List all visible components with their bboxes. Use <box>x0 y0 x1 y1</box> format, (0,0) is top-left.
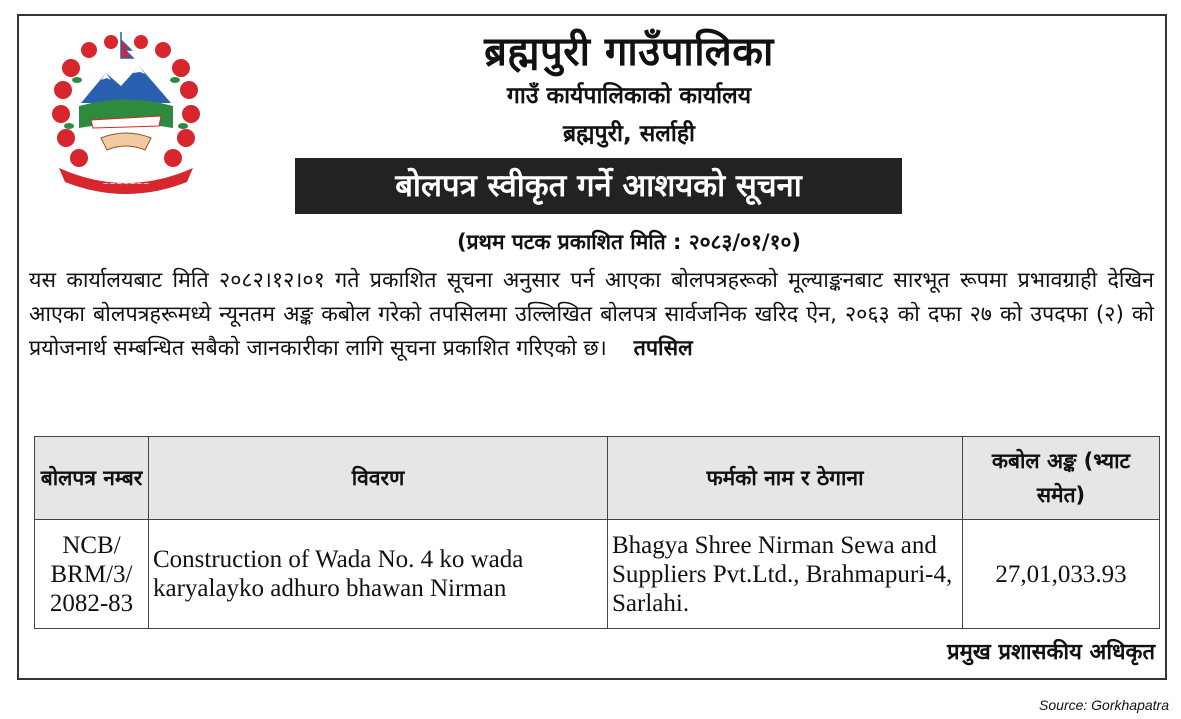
table-row <box>35 520 1160 629</box>
col-header-firm: फर्मको नाम र ठेगाना <box>608 437 963 520</box>
signer-title: प्रमुख प्रशासकीय अधिकृत <box>947 640 1155 665</box>
publish-date: (प्रथम पटक प्रकाशित मिति : २०८३/०१/१०) <box>456 230 802 254</box>
bid-no-cell: NCB/ BRM/3/ 2082-83 <box>35 520 149 629</box>
nepal-emblem-icon <box>41 28 211 198</box>
svg-text:~~~~~~~: ~~~~~~~ <box>102 179 150 188</box>
description-cell: Construction of Wada No. 4 ko wada karyalayko adhuro bhawan Nirman <box>149 520 608 629</box>
office-name: गाउँ कार्यपालिकाको कार्यालय <box>506 83 752 109</box>
tapasil-label: तपसिल <box>633 336 693 361</box>
notice-frame <box>17 14 1167 680</box>
source-credit: Source: Gorkhapatra <box>1039 697 1169 713</box>
amount-cell: 27,01,033.93 <box>963 520 1160 629</box>
table-header-row <box>35 437 1160 520</box>
notice-body <box>29 264 1154 366</box>
notice-paragraph: यस कार्यालयबाट मिति २०८२।१२।०१ गते प्रकाशित सूचना अनुसार पर्न आएका बोलपत्रहरूको मूल्याङ्कनबाट सारभूत रूपमा प्रभावग्राही देखिन आएका बोलपत्रहरूमध्ये न्यूनतम अङ्क कबोल गरेको तपसिलमा उल्लिखित बोलपत्र सार्वजनिक खरिद ऐन, २०६३ को दफा २७ को उपदफा (२) को प्रयोजनार्थ सम्बन्धित सबैको जानकारीका लागि सूचना प्रकाशित गरिएको छ। <box>29 268 1154 361</box>
col-header-amount: कबोल अङ्क (भ्याट समेत) <box>963 437 1160 520</box>
tender-table <box>34 436 1160 629</box>
col-header-bid-no: बोलपत्र नम्बर <box>35 437 149 520</box>
notice-title-banner: बोलपत्र स्वीकृत गर्ने आशयको सूचना <box>295 158 902 214</box>
col-header-description: विवरण <box>149 437 608 520</box>
office-location: ब्रह्मपुरी, सर्लाही <box>563 121 695 147</box>
firm-cell: Bhagya Shree Nirman Sewa and Suppliers Pvt.Ltd., Brahmapuri-4, Sarlahi. <box>608 520 963 629</box>
municipality-name: ब्रह्मपुरी गाउँपालिका <box>484 29 774 75</box>
